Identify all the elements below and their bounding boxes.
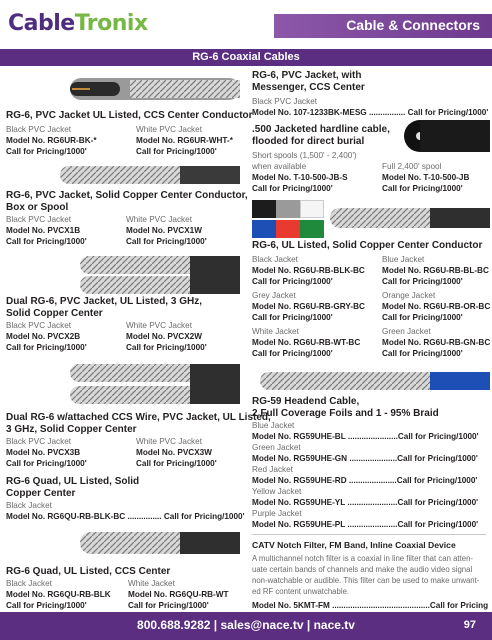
black-swatch [252,200,276,218]
pricing-text: Call for Pricing/1000' [136,459,217,468]
pricing-text: Call for Pricing/1000' [6,237,87,246]
variant-label: Green Jacket [382,327,431,336]
model-number: Model No. RG6QU-RB-WT [128,590,229,599]
product-title: RG-6, PVC Jacket, Solid Copper Center Conductor, [6,190,248,201]
model-number: Model No. RG6U-RB-GRY-BC [252,302,365,311]
cable-image [70,360,240,410]
description-text: ed RF content unwatchable. [252,587,350,596]
variant-label: Full 2,400' spool [382,162,442,171]
model-number: Model No. RG6QU-RB-BLK-BC ............... Call for Pricing/1000' [6,512,245,521]
pricing-text: Call for Pricing/1000' [252,313,333,322]
model-number: Model No. RG6U-RB-BL-BC [382,266,489,275]
variant-label: Black Jacket [6,579,52,588]
product-title: RG-6, PVC Jacket UL Listed, CCS Center Conductor [6,110,253,121]
model-number: Model No. T-10-500-JB-S [252,173,348,182]
pricing-text: Call for Pricing/1000' [6,459,87,468]
variant-label: when available [252,162,307,171]
pricing-text: Call for Pricing/1000' [382,184,463,193]
brand-logo [8,8,208,40]
pricing-text: Call for Pricing/1000' [382,277,463,286]
product-title: Box or Spool [6,202,69,213]
variant-label: Green Jacket [252,443,301,452]
model-number: Model No. 107-1233BK-MESG ................ Call for Pricing/1000' [252,108,489,117]
grey-swatch [276,200,300,218]
model-number: Model No. PVCX2B [6,332,81,341]
pricing-text: Call for Pricing/1000' [136,147,217,156]
product-title: Messenger, CCS Center [252,82,365,93]
pricing-text: Call for Pricing/1000' [252,184,333,193]
product-title: Dual RG-6 w/attached CCS Wire, PVC Jacket, UL Listed, [6,412,271,423]
description-text: non-watchable or audible. This filter can be used to make unwant- [252,576,480,585]
variant-label: Black PVC Jacket [6,215,72,224]
cable-image [60,160,240,190]
product-title: 2 Full Coverage Foils and 1 - 95% Braid [252,408,439,419]
model-number: Model No. RG6UR-BK-* [6,136,97,145]
variant-label: Orange Jacket [382,291,436,300]
variant-label: Red Jacket [252,465,293,474]
model-number: Model No. RG6UR-WHT-* [136,136,233,145]
page-number: 97 [463,619,476,631]
product-title: CATV Notch Filter, FM Band, Inline Coaxial Device [252,540,456,550]
green-swatch [300,220,324,238]
model-number: Model No. RG59UHE-PL ......................Call for Pricing/1000' [252,520,479,529]
variant-label: White PVC Jacket [136,125,202,134]
variant-label: Short spools (1,500' - 2,400') [252,151,357,160]
product-title: 3 GHz, Solid Copper Center [6,424,137,435]
pricing-text: Call for Pricing/1000' [128,601,209,610]
product-title: RG-59 Headend Cable, [252,396,360,407]
variant-label: White PVC Jacket [126,321,192,330]
product-title: RG-6, UL Listed, Solid Copper Center Conductor [252,240,483,251]
category-title: Cable & Connectors [346,17,480,33]
variant-label: Black PVC Jacket [6,321,72,330]
pricing-text: Call for Pricing/1000' [252,277,333,286]
model-number: Model No. 5KMT-FM ...........................................Call for Pricing [252,601,489,610]
red-swatch [276,220,300,238]
pricing-text: Call for Pricing/1000' [6,147,87,156]
variant-label: Black PVC Jacket [6,125,72,134]
logo-text-cable: Cable [8,11,75,36]
model-number: Model No. RG6U-RB-WT-BC [252,338,361,347]
model-number: Model No. RG59UHE-BL ......................Call for Pricing/1000' [252,432,479,441]
model-number: Model No. PVCX1W [126,226,202,235]
blue-swatch [252,220,276,238]
logo-text-tronix: Tronix [74,11,148,36]
product-title: Dual RG-6, PVC Jacket, UL Listed, 3 GHz, [6,296,202,307]
variant-label: White PVC Jacket [126,215,192,224]
product-title: Solid Copper Center [6,308,103,319]
divider [252,534,486,535]
model-number: Model No. PVCX2W [126,332,202,341]
pricing-text: Call for Pricing/1000' [6,343,87,352]
product-title: RG-6, PVC Jacket, with [252,70,362,81]
model-number: Model No. RG59UHE-RD .....................Call for Pricing/1000' [252,476,478,485]
product-title: RG-6 Quad, UL Listed, Solid [6,476,140,487]
cable-image [330,196,490,242]
model-number: Model No. RG59UHE-YL ......................Call for Pricing/1000' [252,498,479,507]
product-title: .500 Jacketed hardline cable, [252,124,390,135]
variant-label: Black Jacket [252,255,298,264]
description-text: A multichannel notch filter is a coaxial in line filter that can atten- [252,554,474,563]
section-title: RG-6 Coaxial Cables [192,51,300,63]
pricing-text: Call for Pricing/1000' [252,349,333,358]
pricing-text: Call for Pricing/1000' [126,343,207,352]
model-number: Model No. PVCX3W [136,448,212,457]
footer-bar [0,612,492,640]
variant-label: Black PVC Jacket [252,97,318,106]
model-number: Model No. RG6U-RB-BLK-BC [252,266,365,275]
variant-label: White Jacket [128,579,175,588]
model-number: Model No. T-10-500-JB [382,173,470,182]
cable-image [70,68,240,108]
variant-label: White PVC Jacket [136,437,202,446]
variant-label: Yellow Jacket [252,487,302,496]
variant-label: Grey Jacket [252,291,296,300]
cable-image [80,524,240,564]
model-number: Model No. RG6U-RB-OR-BC [382,302,491,311]
variant-label: Blue Jacket [252,421,295,430]
product-title: Copper Center [6,488,76,499]
product-title: RG-6 Quad, UL Listed, CCS Center [6,566,171,577]
pricing-text: Call for Pricing/1000' [126,237,207,246]
model-number: Model No. PVCX3B [6,448,81,457]
product-title: flooded for direct burial [252,136,365,147]
variant-label: Black Jacket [6,501,52,510]
variant-label: Purple Jacket [252,509,302,518]
description-text: uate certain bands of channels and make the audio video signal [252,565,473,574]
hardline-cable-image [400,118,490,154]
model-number: Model No. RG6U-RB-GN-BC [382,338,491,347]
category-banner [274,14,492,38]
pricing-text: Call for Pricing/1000' [382,313,463,322]
variant-label: White Jacket [252,327,299,336]
model-number: Model No. RG6QU-RB-BLK [6,590,111,599]
pricing-text: Call for Pricing/1000' [6,601,87,610]
variant-label: Black PVC Jacket [6,437,72,446]
section-banner [0,49,492,66]
cable-image [80,252,240,300]
model-number: Model No. PVCX1B [6,226,81,235]
pricing-text: Call for Pricing/1000' [382,349,463,358]
cable-image [260,366,490,396]
white-swatch [300,200,324,218]
variant-label: Blue Jacket [382,255,425,264]
model-number: Model No. RG59UHE-GN .....................Call for Pricing/1000' [252,454,478,463]
contact-info: 800.688.9282 | sales@nace.tv | nace.tv [137,618,355,632]
